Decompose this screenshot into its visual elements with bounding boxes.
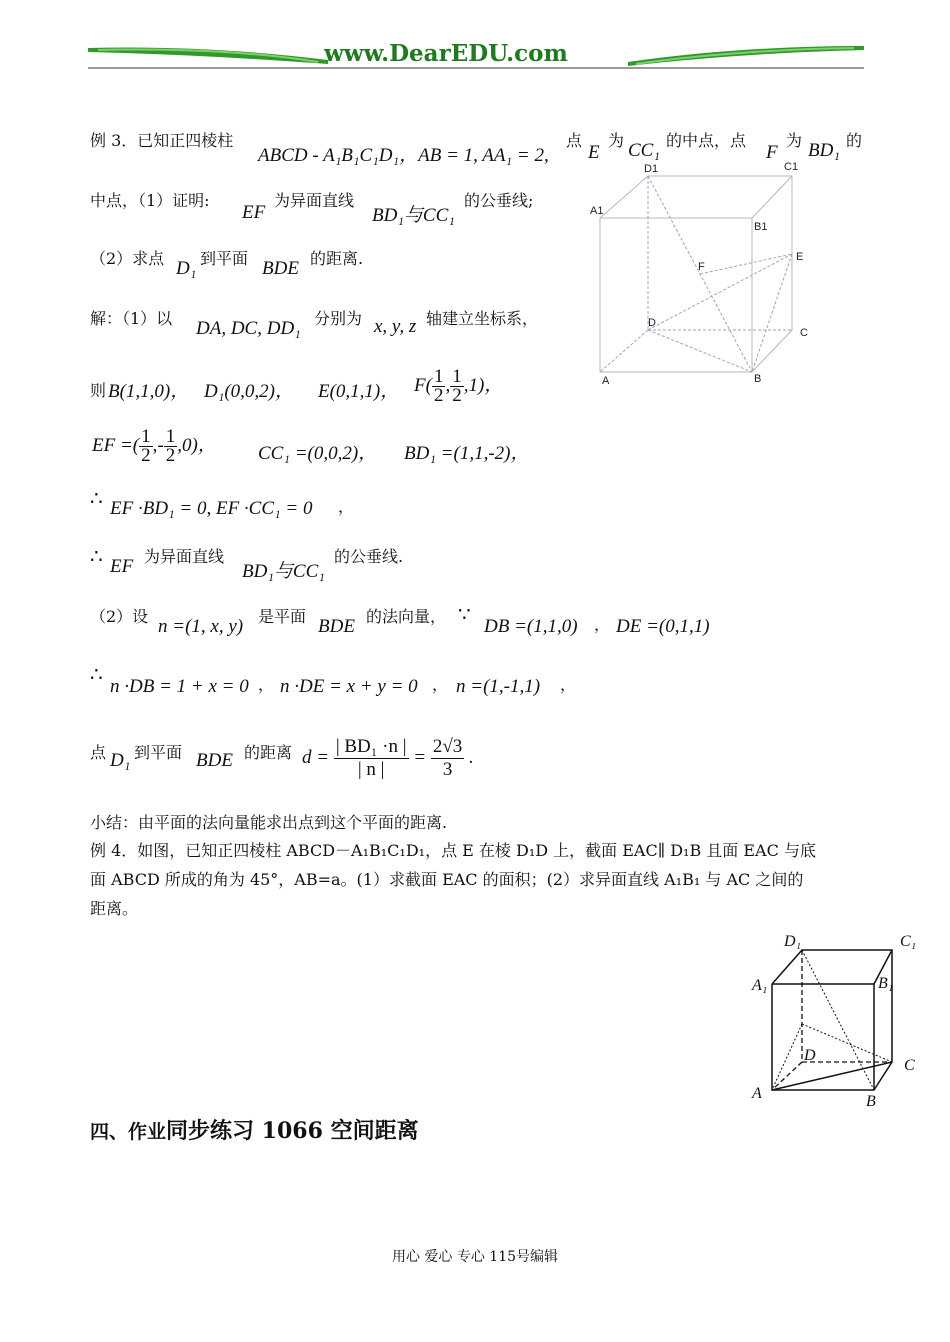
example3-line2-c: 的公垂线; xyxy=(464,191,534,210)
line6-c: 的法向量， xyxy=(366,607,447,626)
fig1-label-F: F xyxy=(698,261,705,273)
solution-line1-a: 解：（1）以 xyxy=(90,309,173,328)
line8-a: 点 xyxy=(90,743,107,762)
line5-EF: EF xyxy=(110,556,134,577)
fig1-label-C: C xyxy=(800,327,808,339)
because-symbol: ∵ xyxy=(458,602,471,626)
example3-line3-b: 到平面 xyxy=(200,249,249,268)
vector-DB: DB =(1,1,0) xyxy=(484,616,578,637)
normal-vector-result: n =(1,-1,1) xyxy=(456,676,541,697)
equation-n-DE: n ·DE = x + y = 0 xyxy=(280,676,418,697)
fig2-label-C: C xyxy=(904,1057,915,1074)
comma-4: ， xyxy=(432,675,449,694)
vector-DE: DE =(0,1,1) xyxy=(616,616,710,637)
example3-line3-a: （2）求点 xyxy=(90,249,165,268)
example3-text-is: 为 xyxy=(608,131,625,150)
fig2-label-B: B xyxy=(866,1093,876,1110)
vector-CC1: CC₁ =(0,0,2)， xyxy=(258,443,378,464)
coord-D1: D₁(0,0,2)， xyxy=(204,381,294,402)
example4-line3: 距离。 xyxy=(90,899,139,918)
solution-line1-b: 分别为 xyxy=(314,309,363,328)
example3-given-math: ABCD - A₁B₁C₁D₁，AB = 1, AA₁ = 2, xyxy=(258,145,549,166)
line5-a: 为异面直线 xyxy=(144,547,225,566)
site-url[interactable]: www.DearEDU.com xyxy=(324,40,568,67)
vector-EF: EF =( $\frac{1}{2}$ ,- $\frac{1}{2}$ ,0)， xyxy=(92,426,217,466)
example3-text-of: 的 xyxy=(846,131,863,150)
homework-heading xyxy=(90,1114,419,1145)
coord-F: F( $\frac{1}{2}$ , $\frac{1}{2}$ ,1)， xyxy=(414,366,504,406)
line6-BDE: BDE xyxy=(318,616,355,637)
solution-line1-c: 轴建立坐标系， xyxy=(426,309,539,328)
fig1-label-C1: C1 xyxy=(784,161,799,173)
example3-E: E xyxy=(588,142,600,163)
example3-line2-b: 为异面直线 xyxy=(274,191,355,210)
figure2-prism xyxy=(748,928,924,1112)
line8-BDE: BDE xyxy=(196,750,233,771)
example3-text-is2: 为 xyxy=(786,131,803,150)
comma-3: ， xyxy=(258,675,275,694)
fig2-label-A: A xyxy=(752,1085,762,1102)
coord-E: E(0,1,1)， xyxy=(318,381,400,402)
example3-CC1: CC₁ xyxy=(628,140,660,161)
equation-n-DB: n ·DB = 1 + x = 0 xyxy=(110,676,249,697)
line8-D1: D₁ xyxy=(110,750,131,771)
example3-D1: D₁ xyxy=(176,258,197,279)
page-footer: 用心 爱心 专心 115号编辑 xyxy=(391,1249,559,1265)
example3-BDE: BDE xyxy=(262,258,299,279)
example4-line1: 例 4．如图，已知正四棱柱 ABCD－A₁B₁C₁D₁，点 E 在棱 D₁D 上，截面 EAC∥ D₁B 且面 EAC 与底 xyxy=(90,841,816,860)
fig2-label-C1: C₁ xyxy=(900,933,917,950)
fig2-label-B1: B₁ xyxy=(878,975,894,992)
header-banner xyxy=(88,38,864,72)
example4-paragraph xyxy=(90,836,865,923)
example3-line2-a: 中点，（1）证明: xyxy=(90,191,210,210)
line6-a: （2）设 xyxy=(90,607,149,626)
line8-c: 的距离 xyxy=(244,743,293,762)
example3-text-midpoint: 的中点，点 xyxy=(666,131,747,150)
line6-b: 是平面 xyxy=(258,607,307,626)
normal-vector-n: n =(1, x, y) xyxy=(158,616,244,637)
line5-b: 的公垂线. xyxy=(334,547,404,566)
comma-5: ， xyxy=(560,675,577,694)
fig2-label-D: D xyxy=(804,1047,816,1064)
dot-products-zero: EF ·BD₁ = 0, EF ·CC₁ = 0 xyxy=(110,498,313,519)
fig1-label-D1: D1 xyxy=(644,163,659,175)
example3-skew-lines: BD₁与CC₁ xyxy=(372,205,455,226)
example3-line1: 例 3．已知正四棱柱 xyxy=(90,131,234,150)
fig2-label-D1: D₁ xyxy=(784,933,802,950)
distance-formula: d = $\frac{\text{| BD₁ ·n |}}{| n |}$ = $\frac{2√3}{3}$ . xyxy=(302,736,474,780)
comma-1: ， xyxy=(338,497,355,516)
coord-B: B(1,1,0)， xyxy=(108,381,190,402)
therefore-symbol-1: ∴ xyxy=(90,486,103,510)
example3-EF: EF xyxy=(242,202,266,223)
fig1-label-B1: B1 xyxy=(754,221,768,233)
example3-BD1: BD₁ xyxy=(808,140,840,161)
summary-text: 小结：由平面的法向量能求出点到这个平面的距离. xyxy=(90,813,448,832)
fig1-label-E: E xyxy=(796,251,804,263)
fig1-label-D: D xyxy=(648,317,656,329)
figure1-prism xyxy=(588,158,818,390)
therefore-symbol-3: ∴ xyxy=(90,662,103,686)
solution-axes-vectors: DA, DC, DD₁ xyxy=(196,318,301,339)
example4-line2: 面 ABCD 所成的角为 45°，AB=a。(1）求截面 EAC 的面积；(2）求异面直线 A₁B₁ 与 AC 之间的 xyxy=(90,870,804,889)
solution-xyz: x, y, z xyxy=(374,316,417,337)
line5-skew-lines: BD₁与CC₁ xyxy=(242,561,325,582)
solution-line2-a: 则 xyxy=(90,381,107,400)
comma-2: ， xyxy=(594,615,611,634)
vector-BD1: BD₁ =(1,1,-2)， xyxy=(404,443,530,464)
homework-title: 同步练习 1066 空间距离 xyxy=(166,1118,419,1144)
example3-line3-c: 的距离. xyxy=(310,249,364,268)
homework-prefix: 四、作业 xyxy=(90,1121,167,1143)
therefore-symbol-2: ∴ xyxy=(90,544,103,568)
fig1-label-B: B xyxy=(754,373,762,385)
line8-b: 到平面 xyxy=(134,743,183,762)
fig1-label-A: A xyxy=(602,375,610,387)
example3-text-point: 点 xyxy=(566,131,583,150)
fig2-label-A1: A₁ xyxy=(752,977,768,994)
fig1-label-A1: A1 xyxy=(590,205,604,217)
example3-F: F xyxy=(766,142,778,163)
